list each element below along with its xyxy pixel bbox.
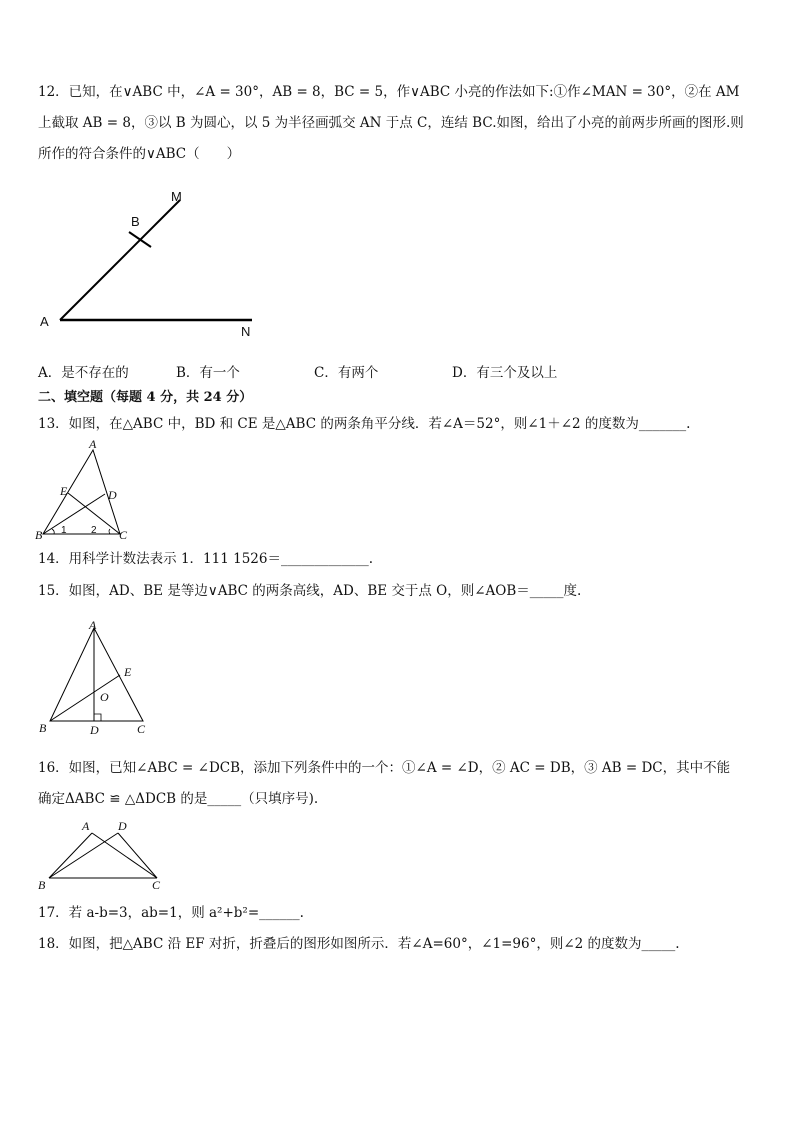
label-c: C (152, 878, 161, 892)
q16-line-1: 16．如图，已知∠ABC = ∠DCB，添加下列条件中的一个：①∠A = ∠D，② AC = DB，③ AB = DC，其中不能 (38, 760, 731, 776)
label-a: A (89, 438, 97, 451)
label-b: B (39, 721, 47, 735)
label-c: C (137, 722, 146, 736)
q15-figure (30, 610, 160, 740)
label-a: A (40, 314, 49, 329)
label-o: O (100, 690, 109, 704)
q16-figure (30, 815, 180, 893)
q18-text: 18．如图，把△ABC 沿 EF 对折，折叠后的图形如图所示．若∠A=60°，∠1=96°，则∠2 的度数为_____. (38, 936, 680, 952)
q12-figure (30, 185, 270, 345)
label-n: N (241, 324, 251, 339)
label-e: E (124, 665, 132, 679)
q14-text: 14．用科学计数法表示 1．111 1526＝_____________. (38, 551, 374, 567)
label-d: D (108, 488, 117, 502)
q12-option-a: A．是不存在的 (38, 365, 129, 381)
label-d: D (118, 819, 127, 833)
q12-option-d: D．有三个及以上 (452, 365, 558, 381)
q12-option-c: C．有两个 (314, 365, 379, 381)
label-b: B (38, 878, 46, 892)
q16-line-2: 确定ΔABC ≌ △ΔDCB 的是_____（只填序号). (38, 791, 319, 807)
ray-am (60, 200, 180, 320)
q15-text: 15．如图，AD、BE 是等边∨ABC 的两条高线，AD、BE 交于点 O，则∠AOB＝_____度. (38, 583, 582, 599)
label-b: B (131, 214, 140, 229)
q17-text: 17．若 a-b=3，ab=1，则 a²+b²=______. (38, 905, 304, 921)
label-e: E (60, 484, 68, 498)
section-2-title: 二、填空题（每题 4 分，共 24 分） (38, 390, 253, 405)
tick-b (129, 232, 151, 247)
q12-line-1: 12．已知，在∨ABC 中，∠A = 30°，AB = 8，BC = 5，作∨ABC 小亮的作法如下:①作∠MAN = 30°，②在 AM (38, 84, 740, 100)
label-2: 2 (91, 525, 97, 536)
q13-figure (30, 438, 140, 544)
label-1: 1 (61, 525, 67, 536)
q12-option-b: B．有一个 (176, 365, 240, 381)
label-m: M (171, 189, 182, 204)
q13-text: 13．如图，在△ABC 中，BD 和 CE 是△ABC 的两条角平分线．若∠A＝52°，则∠1＋∠2 的度数为_______. (38, 416, 691, 432)
label-d: D (90, 723, 99, 737)
q12-line-2: 上截取 AB = 8，③以 B 为圆心，以 5 为半径画弧交 AN 于点 C，连结 BC.如图，给出了小亮的前两步所画的图形.则 (38, 115, 744, 131)
label-a: A (89, 618, 97, 632)
label-b: B (35, 528, 43, 542)
label-c: C (119, 528, 128, 542)
label-a: A (82, 819, 90, 833)
q12-line-3: 所作的符合条件的∨ABC（ ） (38, 146, 241, 162)
